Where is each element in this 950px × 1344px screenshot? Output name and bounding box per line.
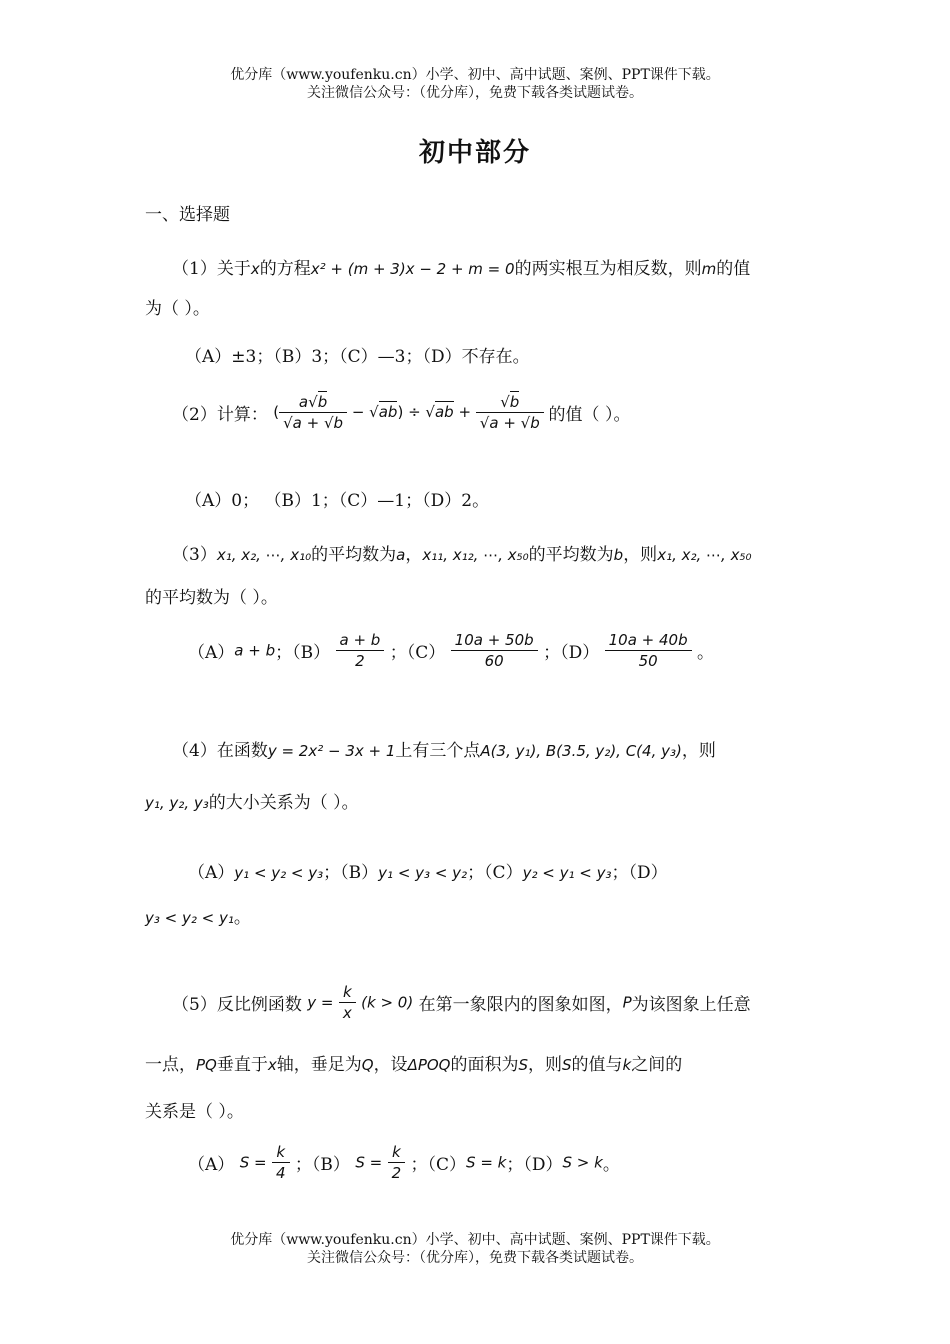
q2-expression: ( $\frac{a√b}{√a + √b}$ − √ab) ÷ √ab + $\frac{√b}{√a + √b}$ <box>273 403 548 421</box>
q3-option-b-fraction: $\frac{a + b}{2}$ <box>336 630 385 671</box>
q5-option-b-fraction: $\frac{k}{2}$ <box>388 1142 406 1183</box>
question-3-line-1: （3）x₁, x₂, ⋯, x₁₀的平均数为a，x₁₁, x₁₂, ⋯, x₅₀的平均数为b，则x₁, x₂, ⋯, x₅₀ <box>172 545 752 565</box>
question-2-options: （A）0； （B）1；（C）—1；（D）2。 <box>185 491 490 511</box>
page-title: 初中部分 <box>418 138 531 168</box>
q3-option-c-fraction: $\frac{10a + 50b}{60}$ <box>451 630 538 671</box>
q5-option-a-fraction: $\frac{k}{4}$ <box>272 1142 290 1183</box>
question-5-line-2: 一点，PQ垂直于x轴，垂足为Q，设ΔPOQ的面积为S，则S的值与k之间的 <box>145 1055 683 1075</box>
question-3-options: （A）a + b；（B） $\frac{a + b}{2}$ ；（C） $\frac{10a + 50b}{60}$ ；（D） $\frac{10a + 40b}{50}$ 。 <box>188 631 715 670</box>
q1-equation: x² + (m + 3)x − 2 + m = 0 <box>310 260 515 278</box>
question-1-options: （A）±3；（B）3；（C）—3；（D）不存在。 <box>185 347 530 367</box>
question-5-line-3: 关系是（ ）。 <box>145 1102 244 1122</box>
header-line-2: 关注微信公众号：（优分库），免费下载各类试题试卷。 <box>307 85 643 101</box>
page-footer <box>0 1231 950 1267</box>
page-header <box>0 66 950 102</box>
section-heading: 一、选择题 <box>145 205 230 225</box>
question-4-options-line-1: （A）y₁ < y₂ < y₃；（B）y₁ < y₃ < y₂；（C）y₂ < y₁ < y₃；（D） <box>188 863 668 883</box>
question-4-line-1: （4）在函数y = 2x² − 3x + 1上有三个点A(3, y₁), B(3.5, y₂), C(4, y₃)，则 <box>172 741 716 761</box>
question-1-line-1: （1）关于x的方程x² + (m + 3)x − 2 + m = 0的两实根互为相反数，则m的值 <box>172 259 751 279</box>
q5-function-fraction: $\frac{k}{x}$ <box>339 982 356 1023</box>
question-4-line-2: y₁, y₂, y₃的大小关系为（ ）。 <box>145 793 359 813</box>
question-5-line-1: （5）反比例函数 y = $\frac{k}{x}$ (k > 0) 在第一象限内的图象如图，P为该图象上任意 <box>172 983 751 1022</box>
question-5-options: （A） S = $\frac{k}{4}$ ；（B） S = $\frac{k}{2}$ ；（C）S = k；（D）S > k。 <box>188 1143 620 1182</box>
footer-line-2: 关注微信公众号：（优分库），免费下载各类试题试卷。 <box>307 1250 643 1266</box>
question-3-line-2: 的平均数为（ ）。 <box>145 588 278 608</box>
question-2: （2）计算： ( $\frac{a√b}{√a + √b}$ − √ab) ÷ √ab + $\frac{√b}{√a + √b}$ 的值（ ）。 <box>172 393 631 432</box>
q3-option-d-fraction: $\frac{10a + 40b}{50}$ <box>605 630 692 671</box>
footer-line-1: 优分库（www.youfenku.cn）小学、初中、高中试题、案例、PPT课件下载。 <box>230 1232 720 1248</box>
question-4-options-line-2: y₃ < y₂ < y₁。 <box>145 908 251 928</box>
question-1-line-2: 为（ ）。 <box>145 299 210 319</box>
header-line-1: 优分库（www.youfenku.cn）小学、初中、高中试题、案例、PPT课件下载。 <box>230 67 720 83</box>
